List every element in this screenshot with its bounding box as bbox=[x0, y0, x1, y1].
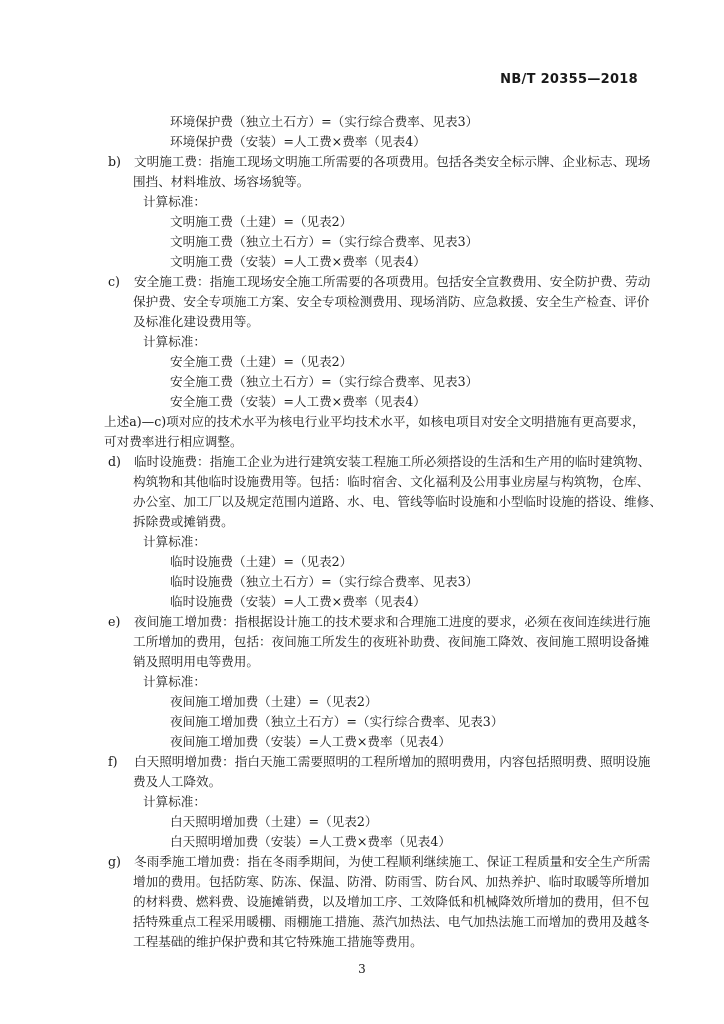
item-e-formula-3: 夜间施工增加费（安装）=人工费×费率（见表4） bbox=[170, 734, 451, 749]
item-d-line-3: 办公室、加工厂以及规定范围内道路、水、电、管线等临时设施和小型临时设施的搭设、维修、 bbox=[133, 494, 662, 509]
item-g-line-2: 增加的费用。包括防寒、防冻、保温、防滑、防雨雪、防台风、加热养护、临时取暖等所增加 bbox=[133, 874, 650, 889]
item-e-formula-2: 夜间施工增加费（独立土石方）=（实行综合费率、见表3） bbox=[170, 714, 504, 729]
env-formula-2: 环境保护费（安装）=人工费×费率（见表4） bbox=[170, 134, 426, 149]
item-d-line-4: 拆除费或摊销费。 bbox=[133, 514, 234, 529]
item-c-line-3: 及标准化建设费用等。 bbox=[133, 314, 259, 329]
item-c-line-1 bbox=[108, 272, 650, 292]
item-c-formula-3: 安全施工费（安装）=人工费×费率（见表4） bbox=[170, 394, 426, 409]
page-number: 3 bbox=[358, 962, 366, 976]
item-e-line-1 bbox=[108, 612, 650, 632]
item-b-formula-1: 文明施工费（土建）=（见表2） bbox=[170, 214, 353, 229]
item-b-line-2: 围挡、材料堆放、场容场貌等。 bbox=[133, 174, 310, 189]
item-d-letter: d) bbox=[108, 454, 121, 469]
item-g-line-4: 括特殊重点工程采用暖棚、雨棚施工措施、蒸汽加热法、电气加热法施工而增加的费用及越冬 bbox=[133, 914, 650, 929]
item-g-text: 冬雨季施工增加费：指在冬雨季期间，为使工程顺利继续施工、保证工程质量和安全生产所需 bbox=[134, 854, 651, 869]
item-d-formula-1: 临时设施费（土建）=（见表2） bbox=[170, 554, 353, 569]
item-g-line-1 bbox=[108, 852, 650, 872]
item-f-text: 白天照明增加费：指白天施工需要照明的工程所增加的照明费用，内容包括照明费、照明设施 bbox=[134, 754, 651, 769]
item-f-calc-label: 计算标准： bbox=[143, 794, 206, 809]
item-b-formula-3: 文明施工费（安装）=人工费×费率（见表4） bbox=[170, 254, 426, 269]
item-e-letter: e) bbox=[108, 614, 121, 629]
item-g-letter: g) bbox=[108, 854, 121, 869]
item-g-line-3: 的材料费、燃料费、设施摊销费，以及增加工序、工效降低和机械降效所增加的费用，但不包 bbox=[133, 894, 650, 909]
item-d-line-1 bbox=[108, 452, 650, 472]
item-f-formula-2: 白天照明增加费（安装）=人工费×费率（见表4） bbox=[170, 834, 451, 849]
item-e-text: 夜间施工增加费：指根据设计施工的技术要求和合理施工进度的要求，必须在夜间连续进行施 bbox=[134, 614, 651, 629]
item-e-line-2: 工所增加的费用，包括：夜间施工所发生的夜班补助费、夜间施工降效、夜间施工照明设备摊 bbox=[133, 634, 650, 649]
item-c-text: 安全施工费：指施工现场安全施工所需要的各项费用。包括安全宣教费用、安全防护费、劳动 bbox=[134, 274, 651, 289]
note-line-2: 可对费率进行相应调整。 bbox=[104, 434, 243, 449]
item-d-calc-label: 计算标准： bbox=[143, 534, 206, 549]
item-c-formula-2: 安全施工费（独立土石方）=（实行综合费率、见表3） bbox=[170, 374, 479, 389]
item-c-line-2: 保护费、安全专项施工方案、安全专项检测费用、现场消防、应急救援、安全生产检查、评价 bbox=[133, 294, 650, 309]
item-b-formula-2: 文明施工费（独立土石方）=（实行综合费率、见表3） bbox=[170, 234, 479, 249]
item-e-calc-label: 计算标准： bbox=[143, 674, 206, 689]
item-d-formula-2: 临时设施费（独立土石方）=（实行综合费率、见表3） bbox=[170, 574, 479, 589]
item-b-calc-label: 计算标准： bbox=[143, 194, 206, 209]
item-e-formula-1: 夜间施工增加费（土建）=（见表2） bbox=[170, 694, 378, 709]
item-b-line-1 bbox=[108, 152, 650, 172]
item-b-text: 文明施工费：指施工现场文明施工所需要的各项费用。包括各类安全标示牌、企业标志、现场 bbox=[134, 154, 651, 169]
item-c-calc-label: 计算标准： bbox=[143, 334, 206, 349]
standard-number: NB/T 20355—2018 bbox=[500, 72, 638, 87]
item-d-text: 临时设施费：指施工企业为进行建筑安装工程施工所必须搭设的生活和生产用的临时建筑物、 bbox=[134, 454, 651, 469]
item-g-line-5: 工程基础的维护保护费和其它特殊施工措施等费用。 bbox=[133, 934, 423, 949]
item-d-line-2: 构筑物和其他临时设施费用等。包括：临时宿舍、文化福利及公用事业房屋与构筑物，仓库、 bbox=[133, 474, 650, 489]
item-f-line-1 bbox=[108, 752, 650, 772]
item-f-letter: f) bbox=[108, 754, 118, 769]
item-e-line-3: 销及照明用电等费用。 bbox=[133, 654, 259, 669]
item-f-formula-1: 白天照明增加费（土建）=（见表2） bbox=[170, 814, 378, 829]
item-f-line-2: 费及人工降效。 bbox=[133, 774, 222, 789]
item-d-formula-3: 临时设施费（安装）=人工费×费率（见表4） bbox=[170, 594, 426, 609]
item-c-letter: c) bbox=[108, 274, 120, 289]
item-b-letter: b) bbox=[108, 154, 121, 169]
note-line-1: 上述a)—c)项对应的技术水平为核电行业平均技术水平，如核电项目对安全文明措施有更高要求， bbox=[104, 414, 645, 429]
env-formula-1: 环境保护费（独立土石方）=（实行综合费率、见表3） bbox=[170, 114, 479, 129]
item-c-formula-1: 安全施工费（土建）=（见表2） bbox=[170, 354, 353, 369]
